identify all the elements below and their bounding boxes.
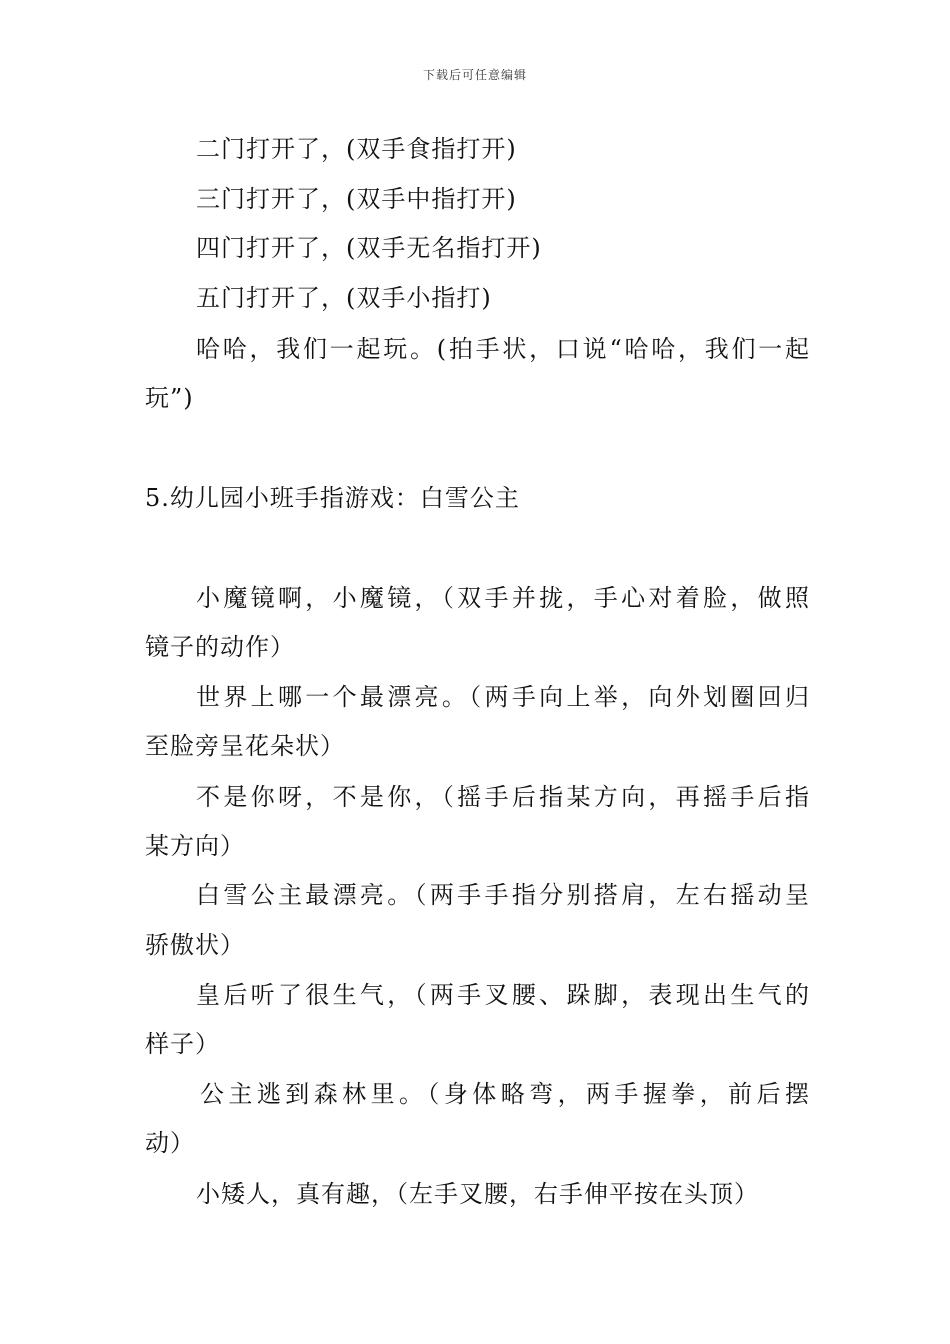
text-line: 白雪公主最漂亮。（两手手指分别搭肩，左右摇动呈: [196, 881, 810, 909]
text-line: 三门打开了，(双手中指打开): [196, 185, 517, 213]
text-line: 样子）: [145, 1030, 220, 1058]
text-line: 小矮人，真有趣，（左手叉腰，右手伸平按在头顶）: [196, 1180, 759, 1208]
text-line: 某方向）: [145, 832, 245, 860]
text-line: 不是你呀，不是你，（摇手后指某方向，再摇手后指: [196, 783, 810, 811]
text-line: 世界上哪一个最漂亮。（两手向上举，向外划圈回归: [196, 683, 810, 711]
text-line: 小魔镜啊，小魔镜，（双手并拢，手心对着脸，做照: [196, 584, 810, 612]
text-line: 动）: [145, 1129, 195, 1157]
section-heading: 5.幼儿园小班手指游戏：白雪公主: [145, 484, 520, 512]
text-line: 公主逃到森林里。（身体略弯，两手握拳，前后摆: [200, 1080, 810, 1108]
text-line: 四门打开了，(双手无名指打开): [196, 234, 542, 262]
text-line: 哈哈，我们一起玩。(拍手状，口说“哈哈，我们一起: [196, 335, 810, 363]
text-line: 二门打开了，(双手食指打开): [196, 135, 517, 163]
text-line: 皇后听了很生气，（两手叉腰、跺脚，表现出生气的: [196, 981, 810, 1009]
text-line: 五门打开了，(双手小指打): [196, 284, 492, 312]
text-line: 玩”): [145, 384, 194, 412]
page-header: 下载后可任意编辑: [422, 68, 527, 82]
text-line: 骄傲状）: [145, 931, 245, 959]
text-line: 至脸旁呈花朵状）: [145, 732, 345, 760]
text-line: 镜子的动作）: [145, 633, 295, 661]
